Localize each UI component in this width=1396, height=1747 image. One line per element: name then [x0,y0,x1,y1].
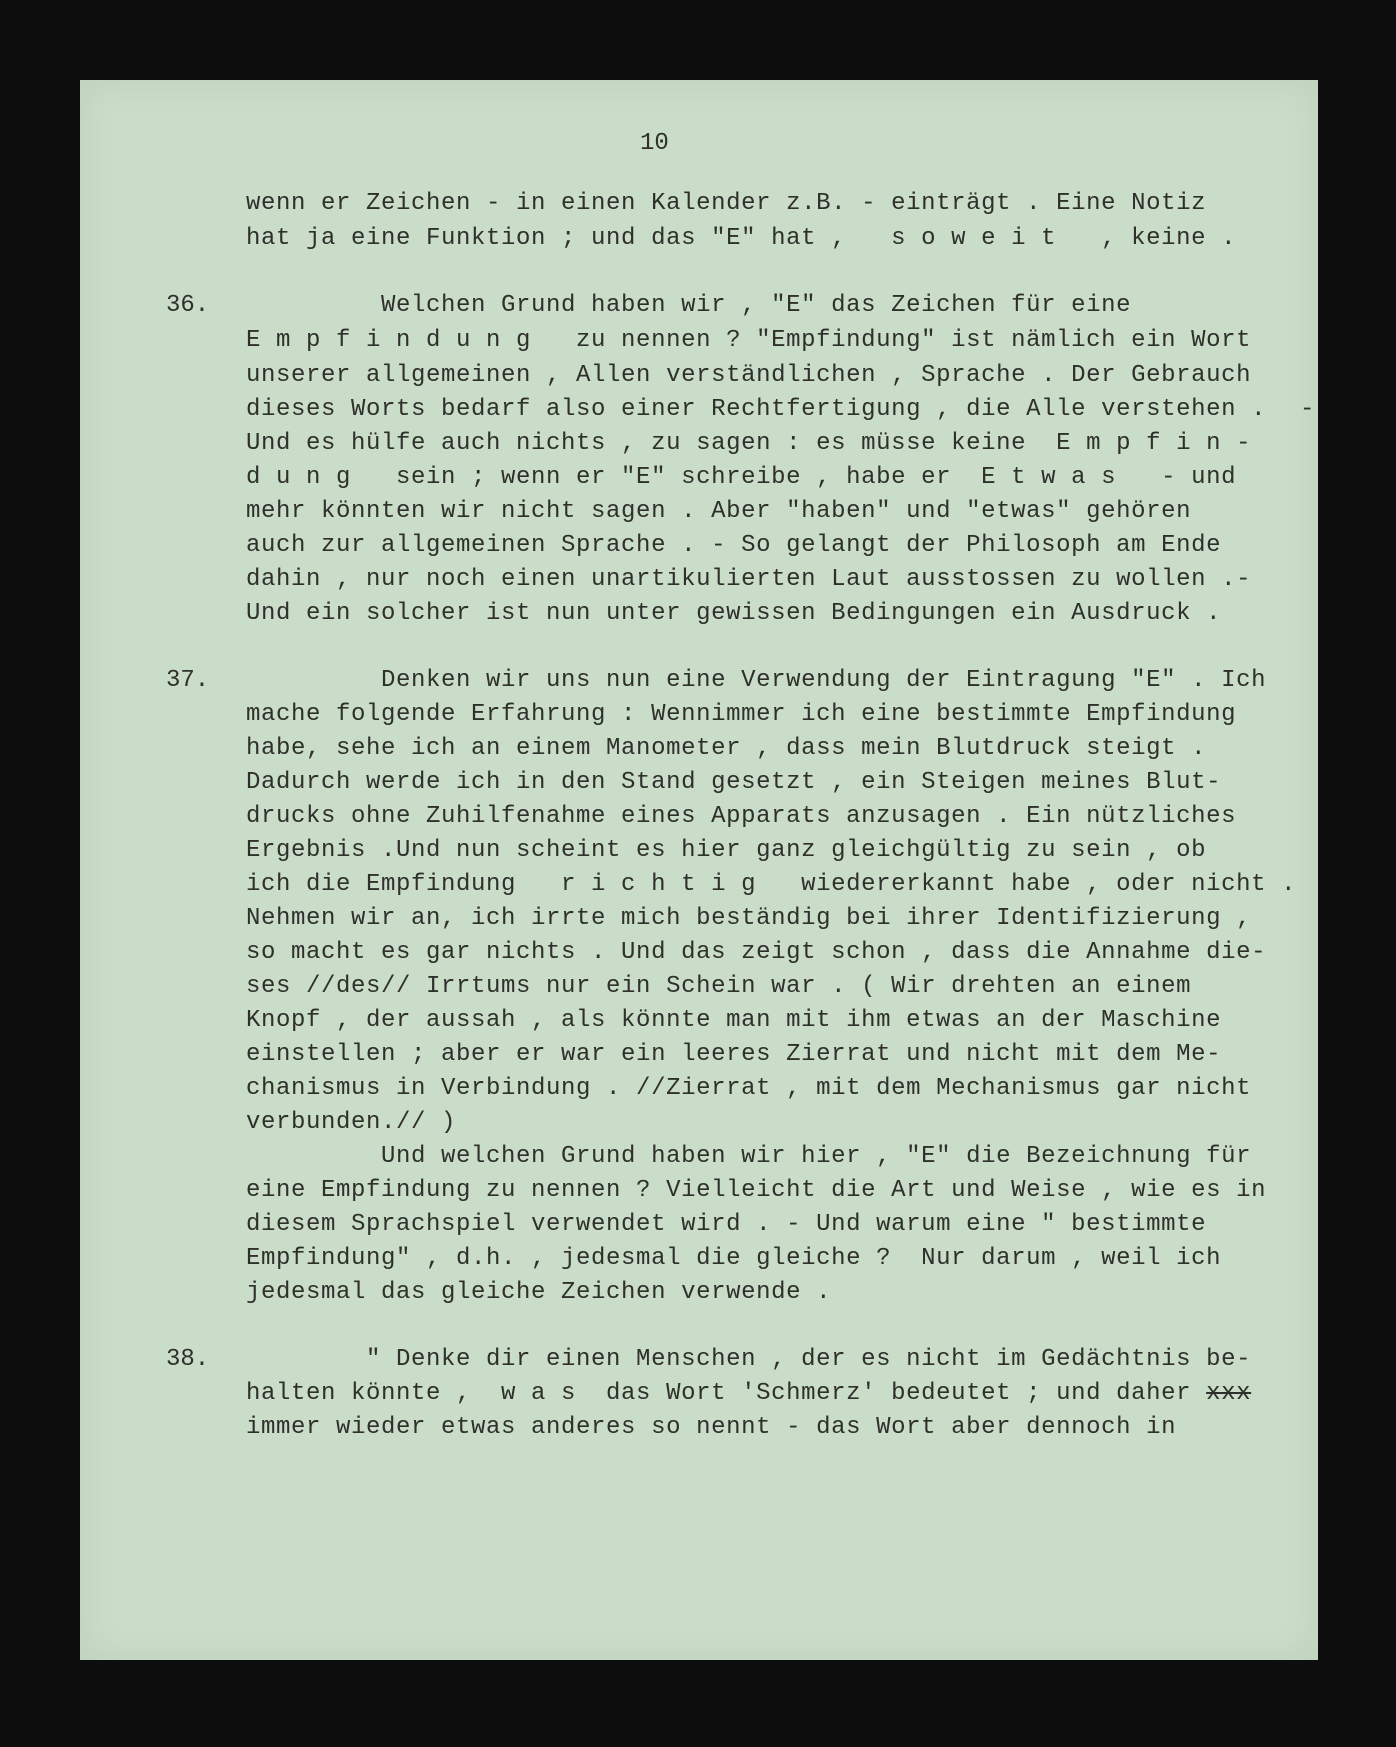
text-line: drucks ohne Zuhilfenahme eines Apparats anzusagen . Ein nützliches [246,803,1237,830]
text-line: Und ein solcher ist nun unter gewissen Bedingungen ein Ausdruck . [246,600,1222,627]
text-line: auch zur allgemeinen Sprache . - So gelangt der Philosoph am Ende [246,532,1222,559]
text-line: einstellen ; aber er war ein leeres Zierrat und nicht mit dem Me- [246,1041,1222,1068]
margin-mark: - [1300,396,1315,423]
text-line: Nehmen wir an, ich irrte mich beständig bei ihrer Identifizierung , [246,905,1252,932]
text-line: mehr könnten wir nicht sagen . Aber "haben" und "etwas" gehören [246,498,1192,525]
text-line: eine Empfindung zu nennen ? Vielleicht die Art und Weise , wie es in [246,1177,1267,1204]
text-line: E m p f i n d u n g zu nennen ? "Empfindung" ist nämlich ein Wort [246,327,1252,354]
text-line-content: halten könnte , w a s das Wort 'Schmerz' bedeutet ; und daher [246,1380,1192,1407]
section-number: 38. [166,1346,210,1373]
text-line: ich die Empfindung r i c h t i g wiedererkannt habe , oder nicht . [246,871,1297,898]
text-line: Knopf , der aussah , als könnte man mit ihm etwas an der Maschine [246,1007,1222,1034]
text-line: dieses Worts bedarf also einer Rechtfertigung , die Alle verstehen . [246,396,1267,423]
text-line: unserer allgemeinen , Allen verständlichen , Sprache . Der Gebrauch [246,362,1252,389]
text-line: Und es hülfe auch nichts , zu sagen : es müsse keine E m p f i n - [246,430,1252,457]
text-line: mache folgende Erfahrung : Wennimmer ich eine bestimmte Empfindung [246,701,1237,728]
text-line [246,1380,1251,1408]
text-line: jedesmal das gleiche Zeichen verwende . [246,1279,832,1306]
typescript-page [80,80,1318,1660]
text-line: so macht es gar nichts . Und das zeigt schon , dass die Annahme die- [246,939,1267,966]
text-line: immer wieder etwas anderes so nennt - das Wort aber dennoch in [246,1414,1177,1441]
text-line: Ergebnis .Und nun scheint es hier ganz gleichgültig zu sein , ob [246,837,1207,864]
text-line: Welchen Grund haben wir , "E" das Zeichen für eine [246,292,1132,319]
text-line: " Denke dir einen Menschen , der es nicht im Gedächtnis be- [246,1346,1252,1373]
intro-line: wenn er Zeichen - in einen Kalender z.B. - einträgt . Eine Notiz [246,190,1207,217]
text-line: ses //des// Irrtums nur ein Schein war . ( Wir drehten an einem [246,973,1192,1000]
text-line: habe, sehe ich an einem Manometer , dass mein Blutdruck steigt . [246,735,1207,762]
text-line: dahin , nur noch einen unartikulierten Laut ausstossen zu wollen .- [246,566,1252,593]
text-line: Denken wir uns nun eine Verwendung der Eintragung "E" . Ich [246,667,1267,694]
page-number: 10 [640,130,669,157]
section-number: 37. [166,667,210,694]
text-line: diesem Sprachspiel verwendet wird . - Und warum eine " bestimmte [246,1211,1207,1238]
text-line: Empfindung" , d.h. , jedesmal die gleiche ? Nur darum , weil ich [246,1245,1222,1272]
text-line: d u n g sein ; wenn er "E" schreibe , habe er E t w a s - und [246,464,1237,491]
text-line: chanismus in Verbindung . //Zierrat , mit dem Mechanismus gar nicht [246,1075,1252,1102]
text-line: verbunden.// ) [246,1109,457,1136]
section-number: 36. [166,292,210,319]
intro-line: hat ja eine Funktion ; und das "E" hat , s o w e i t , keine . [246,225,1237,252]
struck-out-text: xxx [1206,1380,1252,1407]
text-line: Und welchen Grund haben wir hier , "E" die Bezeichnung für [246,1143,1252,1170]
text-line: Dadurch werde ich in den Stand gesetzt , ein Steigen meines Blut- [246,769,1222,796]
